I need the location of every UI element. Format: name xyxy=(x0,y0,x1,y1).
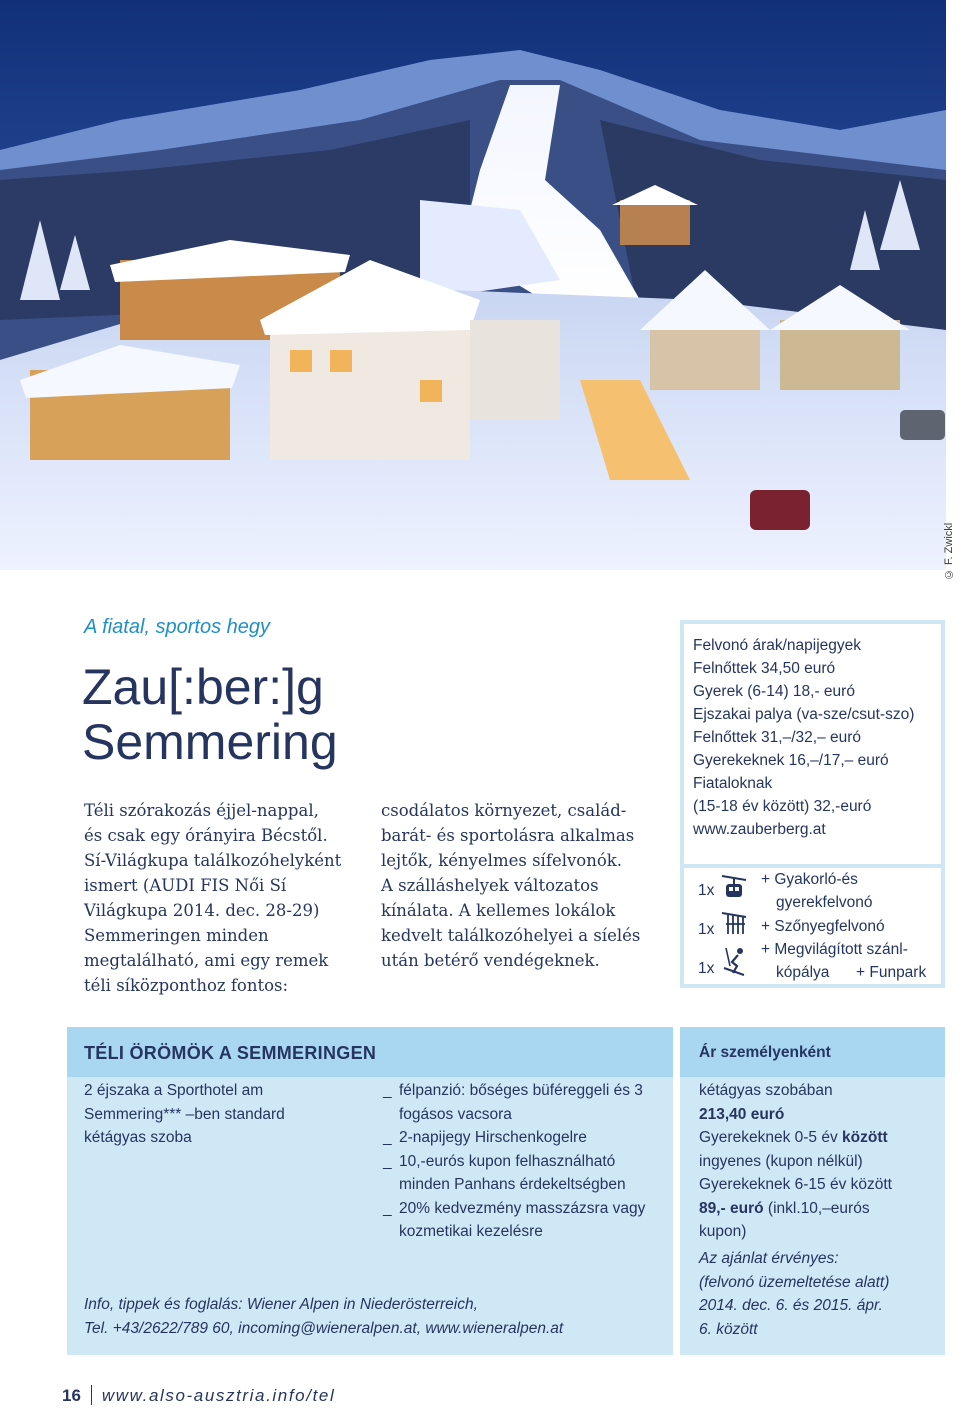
price-line: ingyenes (kupon nélkül) xyxy=(699,1152,863,1170)
intro-line: Világkupa 2014. dec. 28-29) xyxy=(84,901,320,920)
dash-bullet: _ xyxy=(383,1199,392,1217)
extra-line: + Szőnyegfelvonó xyxy=(761,918,885,935)
dash-bullet: _ xyxy=(383,1129,392,1146)
feature-text: félpanzió: bőséges büféreggeli és 3 fogásos vacsora xyxy=(399,1082,643,1123)
contact-line[interactable]: Tel. +43/2622/789 60, incoming@wieneralpen.at, www.wieneralpen.at xyxy=(84,1319,564,1337)
child-price xyxy=(699,1197,939,1221)
price-line: Felvonó árak/napijegyek xyxy=(693,637,862,654)
child-age-text: Gyerekeknek 0-5 év xyxy=(699,1129,843,1146)
chairlift-count: 1x xyxy=(698,921,715,938)
price-per-person-panel xyxy=(680,1027,945,1355)
intro-line: kedvelt találkozóhelyei a síelés xyxy=(381,926,641,945)
price-line: Gyerek (6-14) 18,- euró xyxy=(693,683,855,700)
price-line xyxy=(699,1126,939,1150)
price-line: kupon) xyxy=(699,1223,747,1240)
extra-line: kópálya xyxy=(776,964,830,981)
validity-line: Az ajánlat érvényes: xyxy=(699,1250,839,1267)
skier-icon xyxy=(720,946,748,976)
package-description xyxy=(84,1079,334,1150)
intro-line: kínálata. A kellemes lokálok xyxy=(381,901,616,920)
intro-line: után betérő vendégeknek. xyxy=(381,951,600,970)
intro-line: Semmeringen minden xyxy=(84,926,269,945)
skier-count: 1x xyxy=(698,960,715,977)
price-line: Fiataloknak xyxy=(693,775,773,792)
child-price-note: (inkl.10,–eurós xyxy=(763,1199,870,1217)
price-line: Felnőttek 31,–/32,– euró xyxy=(693,729,862,746)
contact-info xyxy=(84,1293,563,1340)
article-kicker: A fiatal, sportos hegy xyxy=(84,616,271,638)
gondola-count: 1x xyxy=(698,882,715,899)
extra-line: gyerekfelvonó xyxy=(776,894,873,911)
article-title xyxy=(82,660,338,770)
dash-bullet: _ xyxy=(383,1082,392,1099)
page-footer xyxy=(62,1385,335,1406)
price-line: Gyerekeknek 16,–/17,– euró xyxy=(693,752,889,769)
title-line-1: Zau[:ber:]g xyxy=(82,659,324,715)
intro-line: téli síközponthoz fontos: xyxy=(84,976,289,995)
adult-price xyxy=(699,1103,939,1127)
intro-line: csodálatos környezet, család- xyxy=(381,801,627,820)
package-line: 2 éjszaka a Sporthotel am xyxy=(84,1082,264,1099)
price-line: Gyerekeknek 6-15 év között xyxy=(699,1176,892,1193)
price-heading: Ár személyenként xyxy=(699,1044,831,1061)
lift-price-box xyxy=(680,620,945,988)
between-bold: között xyxy=(842,1129,888,1146)
price-line: Ejszakai palya (va-sze/csut-szo) xyxy=(693,706,915,723)
price-line: (15-18 év között) 32,-euró xyxy=(693,798,872,815)
extra-line: + Megvilágított szánl- xyxy=(761,941,908,958)
footer-url[interactable]: www.also-ausztria.info/tel xyxy=(101,1386,336,1405)
adult-price-value: 213,40 euró xyxy=(699,1105,785,1123)
gondola-icon xyxy=(720,872,748,900)
lift-prices xyxy=(693,634,914,841)
page-number: 16 xyxy=(62,1386,81,1405)
intro-line: A szálláshelyek változatos xyxy=(381,876,599,895)
intro-line: ismert (AUDI FIS Női Sí xyxy=(84,876,287,895)
chairlift-icon xyxy=(720,910,748,938)
intro-line: és csak egy órányira Bécstől. xyxy=(84,826,328,845)
price-details xyxy=(699,1079,939,1244)
intro-line: Téli szórakozás éjjel-nappal, xyxy=(84,801,319,820)
price-line: Felnőttek 34,50 euró xyxy=(693,660,836,677)
title-line-2: Semmering xyxy=(82,714,338,770)
intro-line: Sí-Világkupa találkozóhelyként xyxy=(84,851,342,870)
validity-line: 6. között xyxy=(699,1320,758,1338)
ski-resort-illustration xyxy=(0,0,946,570)
feature-item xyxy=(383,1126,663,1150)
feature-text: 2-napijegy Hirschenkogelre xyxy=(399,1129,587,1146)
box-divider xyxy=(684,864,941,868)
child-price-value: 89,- euró xyxy=(699,1199,764,1217)
feature-list xyxy=(383,1079,663,1244)
contact-line: Info, tippek és foglalás: Wiener Alpen in Niederösterreich, xyxy=(84,1296,478,1313)
offer-heading: TÉLI ÖRÖMÖK A SEMMERINGEN xyxy=(84,1043,377,1063)
validity-note xyxy=(699,1247,939,1341)
feature-text: 20% kedvezmény masszázsra vagy kozmetikai kezelésre xyxy=(399,1199,646,1240)
feature-item xyxy=(383,1197,663,1244)
intro-line: lejtők, kényelmes sífelvonók. xyxy=(381,851,623,870)
footer-separator xyxy=(91,1385,92,1405)
offer-panel xyxy=(67,1027,673,1355)
extra-line: + Funpark xyxy=(856,964,927,981)
photo-credit: © F. Zwickl xyxy=(943,522,955,580)
dash-bullet: _ xyxy=(383,1152,392,1170)
intro-line: megtalálható, ami egy remek xyxy=(84,951,329,970)
package-line: Semmering*** –ben standard xyxy=(84,1105,285,1123)
intro-column-2 xyxy=(381,798,671,973)
validity-line: 2014. dec. 6. és 2015. ápr. xyxy=(699,1297,883,1314)
intro-line: barát- és sportolásra alkalmas xyxy=(381,826,635,845)
extra-line: + Gyakorló-és xyxy=(761,871,858,888)
feature-item xyxy=(383,1079,663,1126)
intro-column-1 xyxy=(84,798,374,998)
package-line: kétágyas szoba xyxy=(84,1129,192,1146)
feature-text: 10,-eurós kupon felhasználható minden Panhans érdekeltségben xyxy=(399,1152,626,1193)
validity-line: (felvonó üzemeltetése alatt) xyxy=(699,1273,890,1291)
feature-item xyxy=(383,1150,663,1197)
hero-photo xyxy=(0,0,946,570)
price-line: kétágyas szobában xyxy=(699,1082,833,1099)
website-link[interactable]: www.zauberberg.at xyxy=(693,821,826,838)
